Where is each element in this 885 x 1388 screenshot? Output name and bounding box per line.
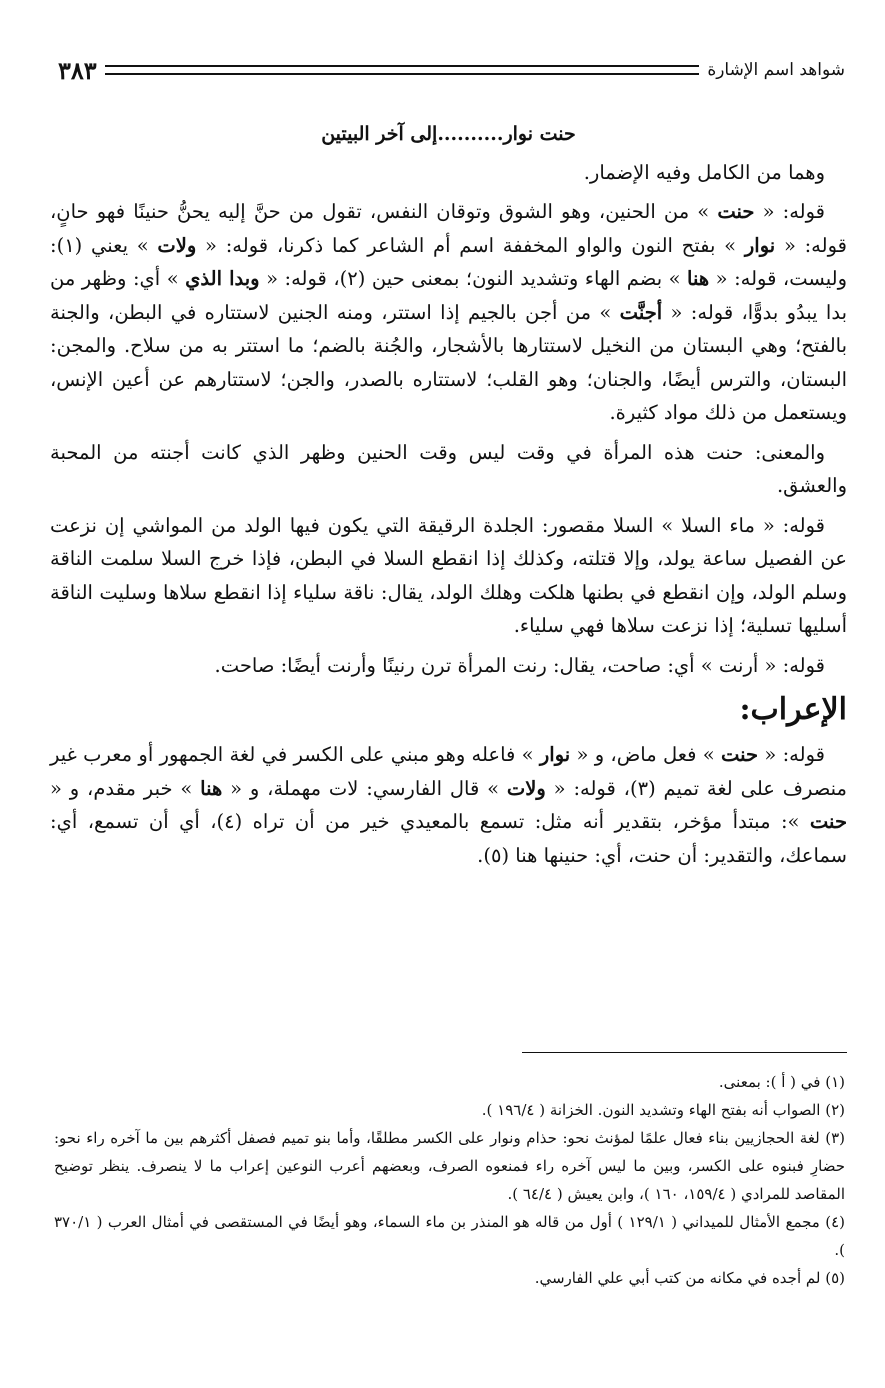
quoted-term: حنت	[809, 810, 847, 833]
footnote-5: (٥) لم أجده في مكانه من كتب أبي علي الفارسي.	[534, 1269, 845, 1287]
quoted-term: هنا	[687, 267, 710, 290]
text-run: » بضم الهاء وتشديد النون؛ بمعنى حين (٢)، قوله: «	[259, 267, 688, 290]
quoted-term: ولات	[506, 776, 546, 800]
quoted-term: حنت	[721, 743, 759, 766]
quoted-term: هنا	[200, 776, 223, 800]
text-run: » من الحنين، وهو الشوق وتوقان النفس، تقول من حنَّ إليه يحنُّ حنينًا فهو حانٍ، قوله: «	[50, 200, 847, 257]
commentary-paragraph-4: قوله: « أرنت » أي: صاحت، يقال: رنت المرأة ترن رنينًا وأرنت أيضًا: صاحت.	[214, 653, 825, 677]
footnote-separator	[522, 1052, 847, 1053]
text-run: »: مبتدأ مؤخر، بتقدير أنه مثل: تسمع بالمعيدي خير من أن تراه (٤)، أي أن تسمع، أي: سماعك، والتقدير: أن حنت، أي: حنينها هنا (٥).	[50, 810, 847, 867]
quoted-term: نوار	[539, 743, 571, 766]
meaning-paragraph: والمعنى: حنت هذه المرأة في وقت ليس وقت الحنين وظهر الذي كانت أجنته من المحبة والعشق.	[50, 440, 847, 497]
text-run: » قال الفارسي: لات مهملة، و «	[222, 776, 507, 800]
text-run: » من أجن بالجيم إذا استتر، ومنه الجنين لاستتاره في البطن، والجنة بالفتح؛ وهي البستان من النخيل لاستتارها بالأشجار، والجُنة بالضم؛ ما استتر به من سلاح. والمجن: البستان، والترس أيضًا، والجنان؛ وهو القلب؛ لاستتاره بالصدر، والجن؛ لاستتارهم عن أعين الإنس، ويستعمل من ذلك مواد كثيرة.	[50, 300, 847, 424]
quoted-term: أجنَّت	[619, 300, 663, 324]
footnotes	[54, 1068, 845, 1292]
page-number: ٣٨٣	[58, 55, 97, 85]
verse-line	[50, 118, 847, 152]
footnote-3: (٣) لغة الحجازيين بناء فعال علمًا لمؤنث نحو: حذام ونوار على الكسر مطلقًا، وأما بنو تميم فصفل أكثرهم بين ما آخره راء نحو: حضارِ فبنوه على الكسر، وبين ما ليس آخره راء فمنعوه الصرف، وبعضهم أعرب النوعين إعراب ما لا ينصرف. ينظر توضيح المقاصد للمرادي ( ١٥٩/٤، ١٦٠ )، وابن يعيش ( ٦٤/٤ ).	[54, 1129, 845, 1203]
commentary-paragraph-3: قوله: « ماء السلا » السلا مقصور: الجلدة الرقيقة التي يكون فيها الولد من المواشي إن نزعت عن الفصيل ساعة يولد، وإلا قتلته، وكذلك إذا انقطع السلا في البطن، فإذا خرج السلا سلمت الناقة وسلم الولد، وإن انقطع في بطنها هلكت وهلك الولد، يقال: ناقة سلياء إذا انقطع سلاها وسليت الناقة أسليها تسلية؛ إذا نزعت سلاها فهي سلياء.	[50, 513, 847, 637]
text-run: قوله: «	[758, 743, 825, 766]
header-title: شواهد اسم الإشارة	[707, 60, 845, 80]
quoted-term: ولات	[157, 233, 197, 257]
running-header	[58, 52, 845, 88]
text-run: » فاعله وهو مبني على الكسر في لغة الجمهور أو معرب غير منصرف على لغة تميم (٣)، قوله: «	[50, 743, 847, 800]
section-heading-i3rab: الإعراب:	[739, 692, 847, 727]
text-run: » بفتح النون والواو المخففة اسم أم الشاعر كما ذكرنا، قوله: «	[196, 233, 745, 257]
footnote-4: (٤) مجمع الأمثال للميداني ( ١٢٩/١ ) أول من قاله هو المنذر بن ماء السماء، وهو أيضًا في المستقصى في أمثال العرب ( ٣٧٠/١ ).	[54, 1213, 845, 1259]
meter-paragraph: وهما من الكامل وفيه الإضمار.	[583, 160, 825, 184]
text-run: » يعني (١): وليست، قوله: «	[50, 233, 848, 290]
footnote-2: (٢) الصواب أنه بفتح الهاء وتشديد النون. الخزانة ( ١٩٦/٤ ).	[481, 1101, 845, 1119]
footnote-1: (١) في ( أ ): بمعنى.	[718, 1073, 845, 1091]
verse-part-1: حنت نوار	[503, 123, 576, 145]
main-text	[50, 118, 847, 872]
quoted-term: حنت	[717, 200, 755, 223]
text-run: قوله: «	[754, 200, 825, 223]
verse-dots: ..........	[437, 123, 504, 145]
commentary-paragraph-1	[50, 195, 847, 430]
text-run: » خبر مقدم، و «	[50, 776, 201, 800]
quoted-term: نوار	[744, 233, 776, 257]
quoted-term: وبدا الذي	[185, 267, 260, 290]
verse-part-2: إلى آخر البيتين	[321, 123, 438, 145]
text-run: » أي: وظهر من بدا يبدُو بدوًّا، قوله: «	[50, 267, 848, 324]
header-double-rule	[105, 65, 700, 75]
text-run: » فعل ماض، و «	[570, 743, 721, 766]
grammar-paragraph	[50, 738, 847, 872]
